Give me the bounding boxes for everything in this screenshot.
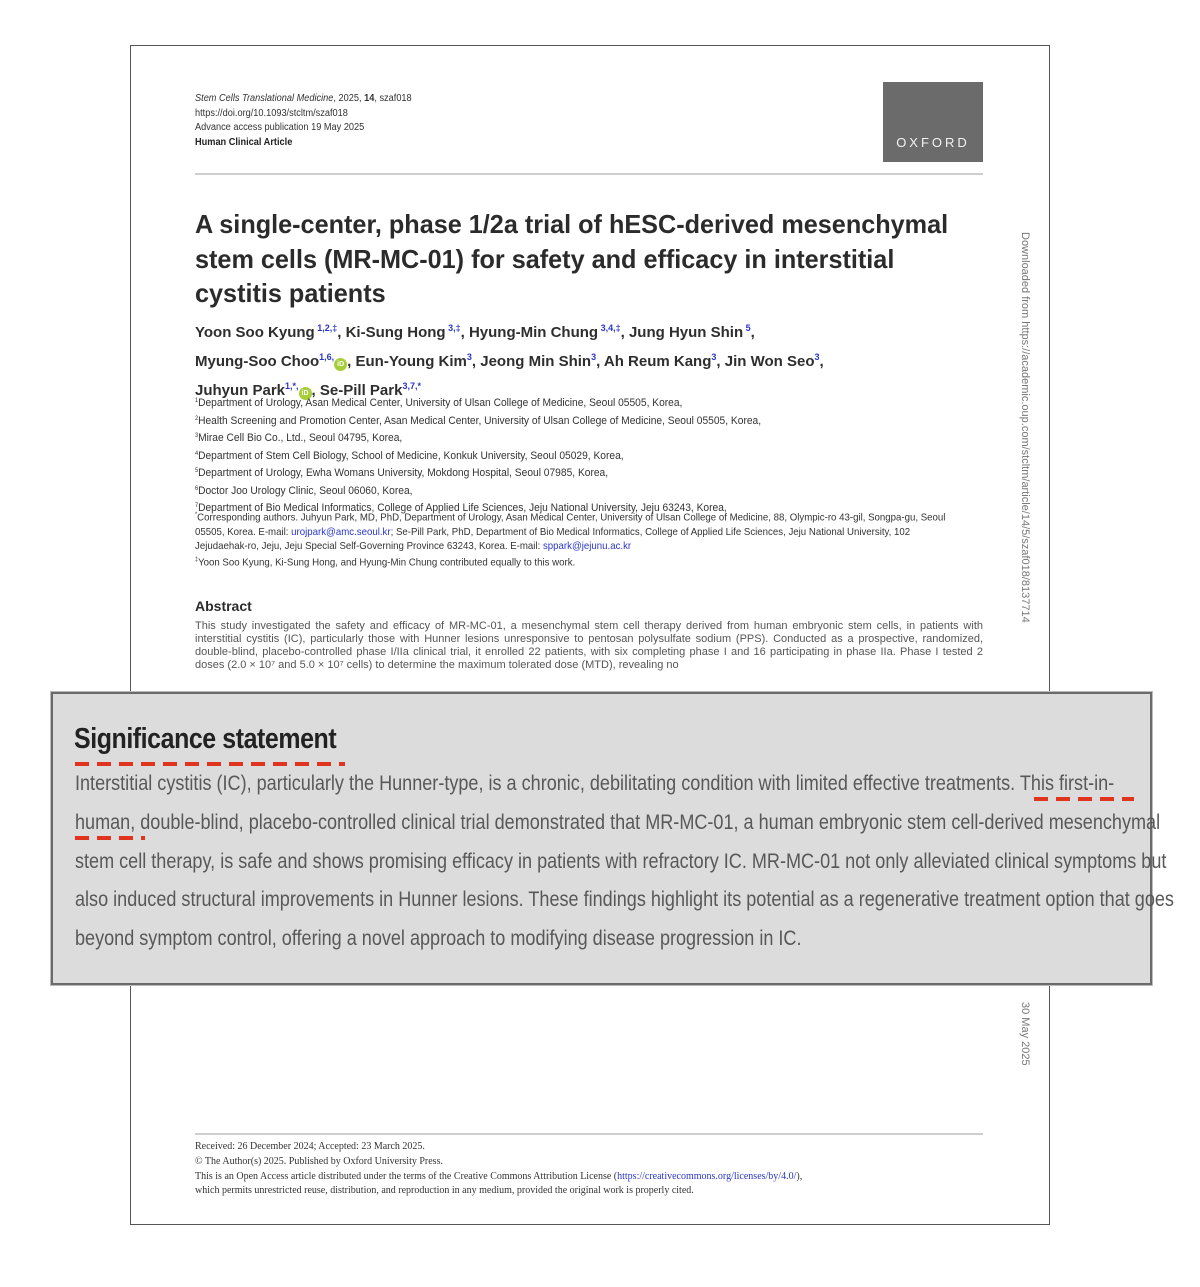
abstract-heading: Abstract <box>195 598 252 614</box>
equal-contribution-text: Yoon Soo Kyung, Ki-Sung Hong, and Hyung-Min Chung contributed equally to this work. <box>198 556 576 568</box>
article-footer <box>195 1140 995 1199</box>
author-name: Jeong Min Shin <box>480 353 592 370</box>
significance-line: Interstitial cystitis (IC), particularly the Hunner-type, is a chronic, debilitating condition with limited effective treatments. This first-in- <box>75 772 1115 795</box>
advance-access-date: Advance access publication 19 May 2025 <box>195 122 365 133</box>
affiliation-text: Mirae Cell Bio Co., Ltd., Seoul 04795, Korea, <box>198 432 403 444</box>
affiliation-list <box>195 394 930 517</box>
author-affiliation-marker[interactable]: 3 <box>711 352 717 362</box>
header-divider <box>195 173 983 175</box>
article-title: A single-center, phase 1/2a trial of hESC-derived mesenchymal stem cells (MR-MC-01) for safety and efficacy in interstitial cystitis patients <box>195 209 949 308</box>
author-affiliation-marker[interactable]: 3,7,* <box>402 381 421 391</box>
author-name: Jin Won Seo <box>724 353 815 370</box>
author-affiliation-marker[interactable]: 3 <box>814 352 820 362</box>
download-watermark-date: 30 May 2025 <box>1019 1002 1031 1066</box>
email-link-juhyun-park[interactable]: urojpark@amc.seoul.kr <box>291 525 391 538</box>
equal-contribution-note: ‡Yoon Soo Kyung, Ki-Sung Hong, and Hyung-Min Chung contributed equally to this work. <box>195 556 576 568</box>
significance-text <box>75 765 1174 959</box>
article-id: , szaf018 <box>374 93 412 104</box>
affiliation-number: 1 <box>195 398 199 404</box>
author-separator: , <box>819 353 824 370</box>
affiliation-item <box>195 482 930 500</box>
author-separator: , <box>471 353 481 370</box>
volume-number: 14 <box>364 93 375 104</box>
abstract-text: This study investigated the safety and efficacy of MR-MC-01, a mesenchymal stem cell therapy derived from human embryonic stem cells, in patients with interstitial cystitis (IC), particularly those with Hunner lesions unresponsive to pentosan polysulfate sodium (PPS). Conducted as a prospective, randomized, double-blind, placebo-controlled phase I/IIa clinical trial, it enrolled 22 patients, with six completing phase I and 16 participating in phase IIa. Phase I tested 2 doses (2.0 × 10⁷ and 5.0 × 10⁷ cells) to determine the maximum tolerated dose (MTD), revealing no <box>195 620 983 671</box>
doi-link[interactable]: https://doi.org/10.1093/stcltm/szaf018 <box>195 107 348 119</box>
affiliation-text: Department of Urology, Asan Medical Center, University of Ulsan College of Medicine, Seoul 05505, Korea, <box>198 397 683 409</box>
affiliation-text: Health Screening and Promotion Center, Asan Medical Center, University of Ulsan College of Medicine, Seoul 05505, Korea, <box>198 414 762 427</box>
affiliation-item <box>195 464 930 482</box>
article-header-meta <box>195 92 412 150</box>
received-accepted-dates: Received: 26 December 2024; Accepted: 23 March 2025. <box>195 1141 425 1152</box>
author-separator: , <box>750 324 755 341</box>
license-line <box>195 1170 995 1185</box>
affiliation-item <box>195 412 930 430</box>
orcid-icon[interactable]: iD <box>334 358 347 371</box>
license-text: This is an Open Access article distributed under the terms of the Creative Commons Attribution License ( <box>195 1170 618 1182</box>
significance-line: beyond symptom control, offering a novel approach to modifying disease progression in IC. <box>75 927 802 951</box>
author-name: Ki-Sung Hong <box>345 324 446 341</box>
email-link-se-pill-park[interactable]: sppark@jejunu.ac.kr <box>542 539 632 552</box>
highlight-underline-first-in <box>1034 797 1134 801</box>
license-text-end: ), <box>796 1170 803 1182</box>
author-separator: , <box>347 353 356 370</box>
significance-line: stem cell therapy, is safe and shows promising efficacy in patients with refractory IC. MR-MC-01 not only alleviated clinical symptoms but <box>75 849 1167 873</box>
author-name: Juhyun Park <box>195 382 286 399</box>
affiliation-text: Department of Bio Medical Informatics, College of Applied Life Sciences, Jeju National University, Jeju 63243, Korea, <box>198 502 727 514</box>
author-affiliation-marker[interactable]: 1,6, <box>319 352 335 362</box>
affiliation-text: Doctor Joo Urology Clinic, Seoul 06060, Korea, <box>198 484 413 497</box>
affiliation-text: Department of Stem Cell Biology, School of Medicine, Konkuk University, Seoul 05029, Korea, <box>198 449 624 462</box>
orcid-icon[interactable]: iD <box>299 387 312 400</box>
author-affiliation-marker[interactable]: 5 <box>743 323 751 333</box>
download-watermark: Downloaded from https://academic.oup.com/stcltm/article/14/5/szaf018/8137714 <box>1019 232 1031 623</box>
author-affiliation-marker[interactable]: 3,4,‡ <box>598 323 621 333</box>
author-separator: , <box>716 353 725 370</box>
citation-year: , 2025, <box>333 93 365 104</box>
significance-line: also induced structural improvements in Hunner lesions. These findings highlight its potential as a regenerative treatment option that goes <box>75 888 1174 912</box>
corresponding-authors: *Corresponding authors. Juhyun Park, MD, PhD, Department of Urology, Asan Medical Center, University of Ulsan College of Medicine, 88, Olympic-ro 43-gil, Songpa-gu, Seoul 05505, Korea. E-mail: urojpark@amc.seoul.kr; Se-Pill Park, PhD, Department of Bio Medical Informatics, College of Applied Life Sciences, Jeju National University, 102 Jejudaehak-ro, Jeju, Jeju Special Self-Governing Province 63243, Korea. E-mail: sppark@jejunu.ac.kr <box>195 511 946 552</box>
highlight-underline-heading <box>75 762 345 766</box>
author-name: Hyung-Min Chung <box>468 324 599 341</box>
author-name: Ah Reum Kang <box>603 353 712 370</box>
oxford-logo <box>883 82 983 162</box>
author-name: Jung Hyun Shin <box>628 324 744 341</box>
license-link[interactable]: https://creativecommons.org/licenses/by/4.0/ <box>617 1170 797 1182</box>
author-name: Se-Pill Park <box>319 382 403 399</box>
citation-line <box>195 92 412 107</box>
author-name: Eun-Young Kim <box>355 353 467 370</box>
affiliation-item <box>195 429 930 447</box>
author-separator: , <box>337 324 346 341</box>
copyright-notice: © The Author(s) 2025. Published by Oxford University Press. <box>195 1155 443 1167</box>
affiliation-number: 2 <box>195 415 199 422</box>
affiliation-item <box>195 447 930 465</box>
author-separator: , <box>460 324 469 341</box>
affiliation-number: 6 <box>195 485 199 492</box>
correspondence-block <box>195 508 959 569</box>
license-line-2: which permits unrestricted reuse, distribution, and reproduction in any medium, provided the original work is properly cited. <box>195 1185 694 1197</box>
journal-name: Stem Cells Translational Medicine <box>195 93 334 104</box>
affiliation-number: 7 <box>195 503 199 509</box>
affiliation-item <box>195 394 930 412</box>
affiliation-number: 5 <box>195 468 199 474</box>
affiliation-text: Department of Urology, Ewha Womans University, Mokdong Hospital, Seoul 07985, Korea, <box>198 467 609 479</box>
affiliation-number: 3 <box>195 433 199 439</box>
correspondence-text-1: Corresponding authors. Juhyun Park, MD, PhD, Department of Urology, Asan Medical Center, University of Ulsan College of Medicine, 88, Olympic-ro 43-gil, Songpa-gu, Seoul 05505, Korea. E-mail: <box>195 511 946 538</box>
author-list <box>195 316 985 403</box>
affiliation-number: 4 <box>195 450 199 457</box>
author-affiliation-marker[interactable]: 3,‡ <box>445 323 461 333</box>
highlight-underline-human <box>75 836 145 840</box>
author-separator: , <box>596 353 604 370</box>
article-type: Human Clinical Article <box>195 136 293 148</box>
author-name: Yoon Soo Kyung <box>195 324 315 341</box>
author-affiliation-marker[interactable]: 1,*, <box>285 381 299 391</box>
significance-line: human, double-blind, placebo-controlled clinical trial demonstrated that MR-MC-01, a human embryonic stem cell-derived mesenchymal <box>75 810 1161 834</box>
author-affiliation-marker[interactable]: 3 <box>591 352 597 362</box>
logo-text: OXFORD <box>896 135 970 150</box>
author-name: Myung-Soo Choo <box>195 353 320 370</box>
correspondence-text-2: ; Se-Pill Park, PhD, Department of Bio Medical Informatics, College of Applied Life Sciences, Jeju National University, 102 Jejudaehak-ro, Jeju, Jeju Special Self-Governing Province 63243, Korea. E-mail: <box>195 525 911 552</box>
author-separator: , <box>311 382 320 399</box>
significance-heading: Significance statement <box>74 723 337 755</box>
author-separator: , <box>620 324 629 341</box>
footer-divider <box>195 1133 983 1135</box>
author-affiliation-marker[interactable]: 3 <box>466 352 472 362</box>
author-affiliation-marker[interactable]: 1,2,‡ <box>314 323 338 333</box>
